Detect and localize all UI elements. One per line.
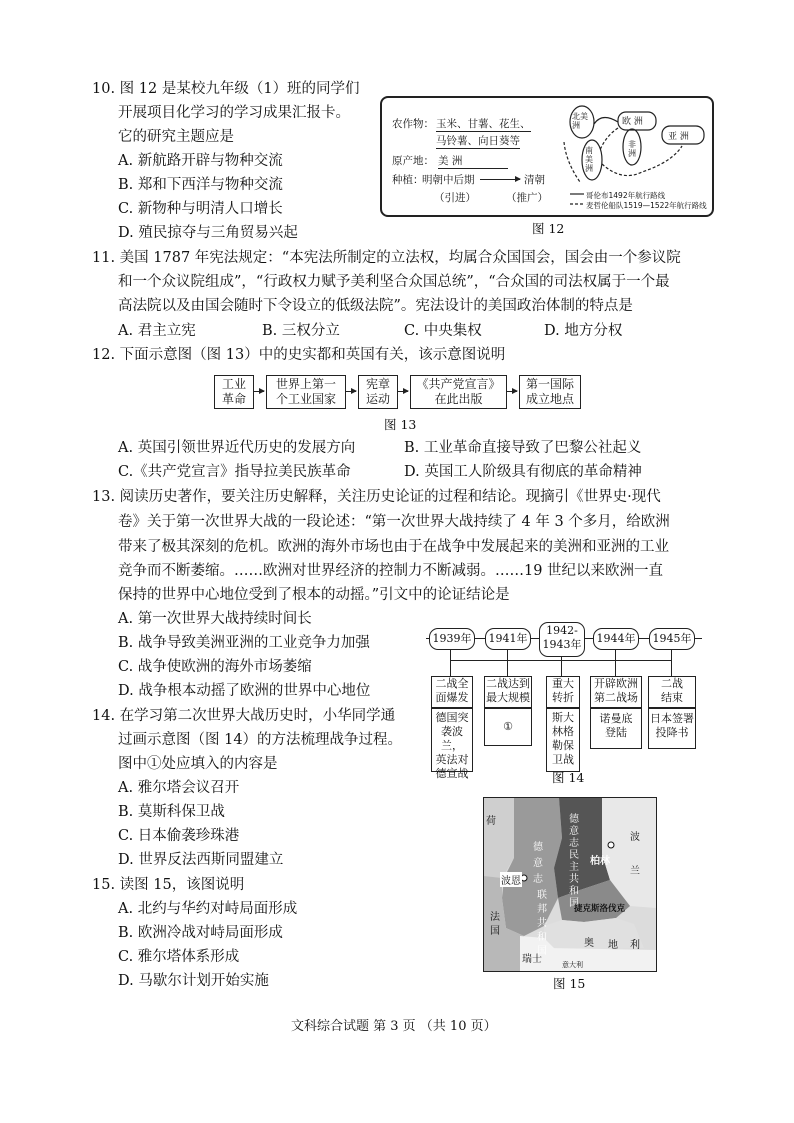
fig15-label-frg-7: 和: [537, 932, 547, 943]
fig14-head-5: 二战 结束: [648, 676, 696, 708]
q10-option-c: C. 新物种与明清人口增长: [118, 201, 283, 217]
fig14-year-1939: 1939年: [429, 628, 475, 650]
fig12-legend-magellan: 麦哲伦船队1519—1522年航行路线: [586, 201, 707, 210]
fig13-arrow-1: [253, 391, 264, 392]
q12-stem: 12. 下面示意图（图 13）中的史实都和英国有关，该示意图说明: [92, 347, 506, 363]
fig12-arrow: [480, 179, 520, 180]
q11-stem-1: 11. 美国 1787 年宪法规定：“本宪法所制定的立法权，均属合众国国会，国会由一个参议院: [92, 250, 681, 266]
q13-stem-1: 13. 阅读历史著作，要关注历史解释，关注历史论证的过程和结论。现摘引《世界史·现代: [92, 489, 661, 505]
q10-option-d: D. 殖民掠夺与三角贸易兴起: [118, 225, 298, 241]
fig15-label-frg-5: 邦: [537, 904, 547, 915]
fig13-box-4: 《共产党宣言》 在此出版: [410, 375, 507, 409]
fig13-box-2: 世界上第一 个工业国家: [266, 375, 346, 409]
q14-option-c: C. 日本偷袭珍珠港: [118, 828, 240, 844]
q10-stem-2: 开展项目化学习的学习成果汇报卡。: [118, 105, 350, 121]
fig12-plant-from: 明朝中后期: [422, 174, 475, 186]
fig14-body-3: 斯大 林格 勒保 卫战: [546, 708, 580, 772]
figure-12: [380, 96, 714, 217]
q13-stem-5: 保持的世界中心地位受到了根本的动摇。”引文中的论证结论是: [118, 587, 510, 603]
q12-option-c: C.《共产党宣言》指导拉美民族革命: [118, 464, 351, 480]
fig14-head-3: 重大 转折: [546, 676, 580, 708]
fig15-caption: 图 15: [553, 976, 586, 991]
fig12-south-america: 南美洲: [585, 146, 593, 173]
figure-15-map: [483, 797, 657, 972]
fig15-label-austria-2: 地: [608, 940, 618, 951]
q13-option-a: A. 第一次世界大战持续时间长: [118, 611, 312, 627]
fig12-caption: 图 12: [532, 221, 565, 236]
fig14-head-4: 开辟欧洲 第二战场: [590, 676, 642, 708]
fig12-legend-columbus: 哥伦布1492年航行路线: [586, 191, 666, 200]
fig12-origin-label: 原产地：: [392, 155, 434, 167]
fig15-label-france-1: 法: [490, 912, 500, 923]
q11-stem-2: 和一个众议院组成”，“行政权力赋予美利坚合众国总统”，“合众国的司法权属于一个最: [118, 274, 670, 290]
fig12-north-america: 北美洲: [572, 112, 588, 130]
q10-stem-3: 它的研究主题应是: [118, 129, 234, 145]
q14-stem-1: 14. 在学习第二次世界大战历史时，小华同学通: [92, 708, 396, 724]
q12-option-b: B. 工业革命直接导致了巴黎公社起义: [404, 440, 642, 456]
q11-stem-3: 高法院以及由国会随时下令设立的低级法院”。宪法设计的美国政治体制的特点是: [118, 298, 633, 314]
q14-stem-3: 图中①处应填入的内容是: [118, 756, 278, 772]
q12-option-a: A. 英国引领世界近代历史的发展方向: [118, 440, 356, 456]
fig13-caption: 图 13: [384, 417, 417, 432]
fig15-label-frg-8: 国: [537, 946, 547, 957]
fig12-africa: 非洲: [628, 140, 636, 158]
fig15-label-france-2: 国: [490, 926, 500, 937]
fig15-label-austria-3: 利: [630, 940, 640, 951]
fig13-box-5: 第一国际 成立地点: [519, 375, 581, 409]
fig15-label-gdr-1: 德: [569, 814, 579, 825]
fig15-label-bonn: 波恩: [500, 872, 522, 887]
fig15-label-berlin: 柏林: [590, 856, 610, 867]
q13-option-d: D. 战争根本动摇了欧洲的世界中心地位: [118, 683, 371, 699]
q14-option-a: A. 雅尔塔会议召开: [118, 780, 240, 796]
fig15-label-frg-2: 意: [533, 858, 543, 869]
q13-stem-2: 卷》关于第一次世界大战的一段论述：“第一次世界大战持续了 4 年 3 个多月，给欧洲: [118, 514, 670, 530]
fig13-arrow-2: [345, 391, 356, 392]
fig13-arrow-3: [397, 391, 408, 392]
fig14-year-1944: 1944年: [593, 628, 639, 650]
fig12-crops-2: 马铃薯、向日葵等: [436, 135, 520, 147]
q13-option-c: C. 战争使欧洲的海外市场萎缩: [118, 659, 312, 675]
fig15-label-poland-1: 波: [630, 832, 640, 843]
fig12-intro: （引进）: [434, 192, 476, 204]
fig14-body-1: 德国突 袭波兰， 英法对 德宣战: [431, 708, 473, 772]
q11-option-c: C. 中央集权: [404, 323, 482, 339]
fig14-body-4: 诺曼底 登陆: [590, 708, 642, 749]
fig15-label-frg-1: 德: [533, 842, 543, 853]
q14-option-d: D. 世界反法西斯同盟建立: [118, 852, 284, 868]
fig15-label-gdr-4: 民: [569, 850, 579, 861]
fig15-label-gdr-5: 主: [569, 862, 579, 873]
fig12-crops-label: 农作物：: [392, 118, 434, 130]
q14-option-b: B. 莫斯科保卫战: [118, 804, 225, 820]
fig14-year-1941: 1941年: [485, 628, 531, 650]
fig15-label-gdr-3: 志: [569, 838, 579, 849]
q11-option-b: B. 三权分立: [262, 323, 340, 339]
fig15-label-gdr-7: 和: [569, 886, 579, 897]
q11-option-d: D. 地方分权: [544, 323, 623, 339]
fig15-label-czechoslovakia: 捷克斯洛伐克: [574, 904, 626, 914]
fig14-year-1942: 1942- 1943年: [539, 622, 585, 657]
fig15-label-netherlands: 荷: [486, 816, 496, 827]
fig15-label-italy: 意大利: [562, 961, 583, 969]
q15-option-b: B. 欧洲冷战对峙局面形成: [118, 925, 283, 941]
q11-option-a: A. 君主立宪: [118, 323, 196, 339]
fig12-plant-to: 清朝: [524, 174, 545, 186]
q15-stem: 15. 读图 15，该图说明: [92, 877, 245, 893]
q13-stem-4: 竞争而不断萎缩。……欧洲对世界经济的控制力不断减弱。……19 世纪以来欧洲一直: [118, 563, 664, 579]
fig13-box-1: 工业 革命: [214, 375, 254, 409]
q13-option-b: B. 战争导致美洲亚洲的工业竞争力加强: [118, 635, 370, 651]
fig14-year-1945: 1945年: [649, 628, 695, 650]
fig12-europe: 欧 洲: [622, 117, 643, 127]
fig13-box-3: 宪章 运动: [358, 375, 398, 409]
fig12-origin: 美 洲: [438, 153, 508, 169]
fig14-head-2: 二战达到 最大规模: [484, 676, 532, 708]
q10-stem-1: 10. 图 12 是某校九年级（1）班的同学们: [92, 81, 360, 97]
q10-option-b: B. 郑和下西洋与物种交流: [118, 177, 283, 193]
fig12-crops-1: 玉米、甘薯、花生、: [436, 118, 531, 130]
fig14-body-5: 日本签署 投降书: [648, 708, 696, 749]
fig12-plant-label: 种植：: [392, 174, 424, 186]
q12-option-d: D. 英国工人阶级具有彻底的革命精神: [404, 464, 642, 480]
fig15-label-gdr-8: 国: [569, 898, 579, 909]
fig15-label-frg-3: 志: [533, 874, 543, 885]
q15-option-d: D. 马歇尔计划开始实施: [118, 973, 269, 989]
fig15-label-gdr-6: 共: [569, 874, 579, 885]
fig14-head-1: 二战全 面爆发: [431, 676, 473, 708]
q15-option-a: A. 北约与华约对峙局面形成: [118, 901, 298, 917]
fig15-label-poland-2: 兰: [630, 866, 640, 877]
fig12-promote: （推广）: [506, 192, 548, 204]
fig14-body-2-blank: ①: [484, 708, 532, 746]
q13-stem-3: 带来了极其深刻的危机。欧洲的海外市场也由于在战争中发展起来的美洲和亚洲的工业: [118, 539, 669, 555]
page-footer: 文科综合试题 第 3 页 （共 10 页）: [291, 1019, 497, 1034]
q15-option-c: C. 雅尔塔体系形成: [118, 949, 240, 965]
fig15-label-gdr-2: 意: [569, 826, 579, 837]
fig12-asia: 亚 洲: [668, 132, 689, 142]
fig15-label-frg-4: 联: [537, 890, 547, 901]
q14-stem-2: 过画示意图（图 14）的方法梳理战争过程。: [118, 732, 403, 748]
fig15-label-switzerland: 瑞士: [522, 954, 542, 965]
fig15-label-austria-1: 奥: [584, 938, 594, 949]
q10-option-a: A. 新航路开辟与物种交流: [118, 153, 283, 169]
fig14-caption: 图 14: [552, 770, 585, 785]
fig15-label-frg-6: 共: [537, 918, 547, 929]
fig13-arrow-4: [506, 391, 517, 392]
